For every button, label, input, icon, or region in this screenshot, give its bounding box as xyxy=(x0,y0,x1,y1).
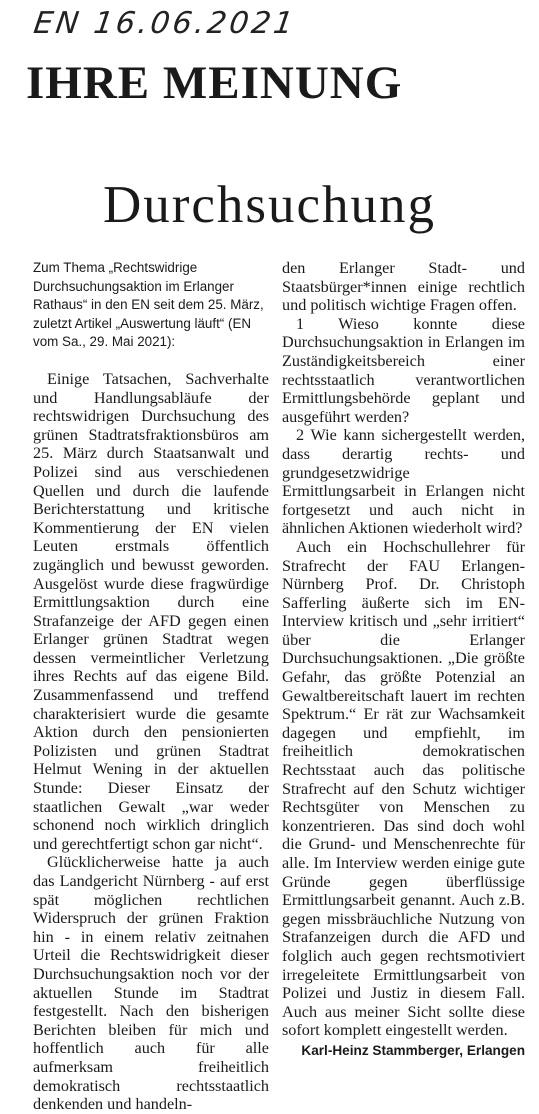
handwritten-date-note: EN 16.06.2021 xyxy=(31,6,299,41)
letter-headline: Durchsuchung xyxy=(102,176,437,234)
body-paragraph: Glücklicherweise hatte ja auch das Landgericht Nürnberg - auf erst spät möglichen rechtlichen Widerspruch der grünen Fraktion hin - in einem relativ zeitnahen Urteil die Rechtswidrigkeit dieser Durchsuchungsaktion noch vor der aktuellen Stunde im Stadtrat festgestellt. Nach den bisherigen Berichten bleiben für mich und hoffentlich auch für alle aufmerksam freiheitlich demokratisch rechtsstaatlich denkenden und handeln- xyxy=(33,853,269,1114)
body-paragraph: 1 Wieso konnte diese Durchsuchungsaktion in Erlangen im Zuständigkeitsbereich einer rechtsstaatlich verantwortlichen Ermittlungsbehörde geplant und ausgeführt werden? xyxy=(282,314,525,426)
body-paragraph: Auch ein Hochschullehrer für Strafrecht der FAU Erlangen-Nürnberg Prof. Dr. Christoph Safferling äußerte sich im EN-Interview kritisch und „sehr irritiert“ über die Erlanger Durchsuchungsaktionen. „Die größte Gefahr, das größte Potenzial an Gewaltbereitschaft lauert im rechten Spektrum.“ Er rät zur Wachsamkeit dagegen und empfiehlt, im freiheitlich demokratischen Rechtsstaat auch das politische Strafrecht auf den Schutz wichtiger Rechtsgüter von Menschen zu konzentrieren. Das sind doch wohl die Grund- und Menschenrechte für alle. Im Interview werden einige gute Gründe gegen überflüssige Ermittlungsarbeit genannt. Auch z.B. gegen missbräuchliche Nutzung von Strafanzeigen durch die AFD und folglich auch gegen rechtsmotiviert irregeleitete Ermittlungsarbeit von Polizei und Justiz in diesem Fall. Auch aus meiner Sicht sollte diese sofort komplett eingestellt werden. xyxy=(282,537,525,1040)
body-paragraph: den Erlanger Stadt- und Staatsbürger*innen einige rechtlich und politisch wichtige Fragen offen. xyxy=(282,259,525,315)
text-column-right xyxy=(282,259,525,1061)
letter-reference-intro: Zum Thema „Rechtswidrige Durchsuchungsaktion im Erlanger Rathaus“ in den EN seit dem 25. März, zuletzt Artikel „Auswertung läuft“ (EN vom Sa., 29. Mai 2021): xyxy=(33,260,264,350)
text-column-left xyxy=(33,259,269,1114)
body-paragraph: 2 Wie kann sichergestellt werden, dass derartig rechts- und grundgesetzwidrige Ermittlungsarbeit in Erlangen nicht fortgesetzt und auch nicht in ähnlichen Aktionen wiederholt wird? xyxy=(282,426,525,538)
body-paragraph: Einige Tatsachen, Sachverhalte und Handlungsabläufe der rechtswidrigen Durchsuchung des grünen Stadtratsfraktionsbüros am 25. März durch Staatsanwalt und Polizei sind aus verschiedenen Quellen und durch die laufende Berichterstattung und kritische Kommentierung der EN vielen Leuten erstmals öffentlich zugänglich und bewusst geworden. Ausgelöst wurde diese fragwürdige Ermittlungsaktion durch eine Strafanzeige der AFD gegen einen Erlanger grünen Stadtrat wegen dessen vermeintlicher Verletzung ihres Rechts auf das eigene Bild. Zusammenfassend und treffend charakterisiert wurde die gesamte Aktion durch den pensionierten Polizisten und grünen Stadtrat Helmut Wening in der aktuellen Stunde: Dieser Einsatz der staatlichen Gewalt „war weder schonend noch wirklich dringlich und gerechtfertigt schon gar nicht“. xyxy=(33,369,269,853)
author-signature: Karl-Heinz Stammberger, Erlangen xyxy=(301,1042,525,1058)
section-rubric: IHRE MEINUNG xyxy=(26,57,403,109)
